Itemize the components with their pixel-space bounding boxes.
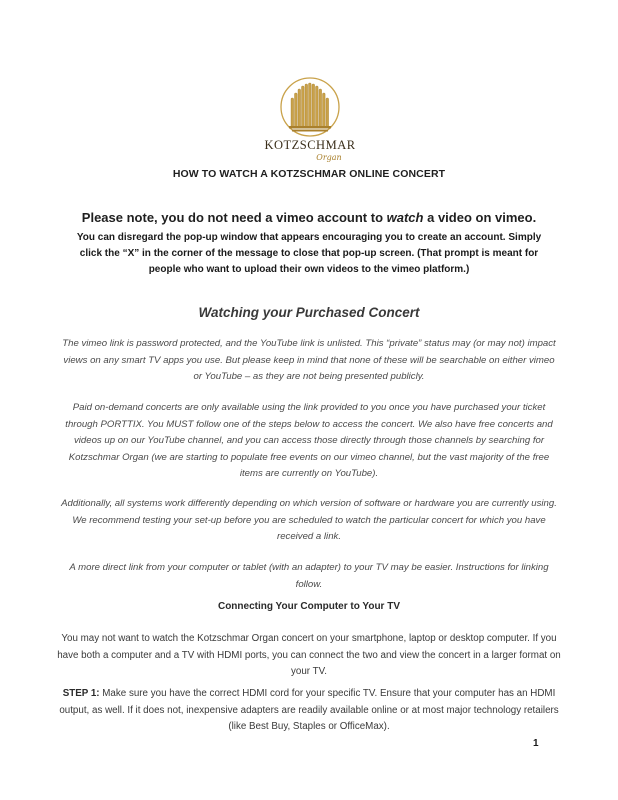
document-title: HOW TO WATCH A KOTZSCHMAR ONLINE CONCERT: [172, 168, 446, 180]
paragraph-connecting: You may not want to watch the Kotzschmar Organ concert on your smartphone, laptop or desktop computer. If you have both a computer and a TV with HDMI ports, you can connect the two and view the concert in a larger format on your TV.: [57, 633, 561, 677]
sub-heading-connecting: Connecting Your Computer to Your TV: [217, 601, 401, 612]
step-1-label: STEP 1:: [62, 688, 100, 699]
step-1-paragraph: [56, 686, 562, 736]
step-1-text: Make sure you have the correct HDMI cord for your specific TV. Ensure that your computer has an HDMI output, as well. If it does not, inexpensive adapters are readily available online or at most major technology retailers (like Best Buy, Staples or OfficeMax).: [59, 688, 559, 732]
paragraph-systems: Additionally, all systems work differently depending on which version of software or hardware you are currently using. We recommend testing your set-up before you are scheduled to watch the particular concert for which you have received a link.: [61, 498, 557, 542]
note-heading-tail: a video on vimeo.: [423, 210, 537, 225]
paragraph-privacy: The vimeo link is password protected, and the YouTube link is unlisted. This “private” status may (or may not) impact views on any smart TV apps you use. But please keep in mind that none of these will be searchable on either vimeo or YouTube – as they are not being presented publicly.: [62, 338, 556, 382]
organ-pipes-emblem-icon: [245, 76, 375, 162]
paragraph-direct-link: A more direct link from your computer or tablet (with an adapter) to your TV may be easier. Instructions for linking follow.: [69, 562, 549, 590]
section-title: Watching your Purchased Concert: [198, 305, 420, 320]
page-number: 1: [533, 738, 539, 749]
note-heading-emphasis: watch: [386, 210, 424, 225]
logo-script: Organ: [316, 153, 342, 162]
note-heading: [0, 210, 618, 225]
logo-wordmark: KOTZSCHMAR: [264, 138, 356, 152]
note-body: You can disregard the pop-up window that appears encouraging you to create an account. Simply click the “X” in the corner of the message to close that pop-up screen. (That prompt is meant for people who want to upload their own videos to the vimeo platform.): [76, 232, 542, 275]
note-heading-text: Please note, you do not need a vimeo account to: [81, 210, 387, 225]
paragraph-paid-concerts: Paid on-demand concerts are only available using the link provided to you once you have purchased your ticket through PORTTIX. You MUST follow one of the steps below to access the concert. We also have free concerts and videos up on our YouTube channel, and you can access those directly through those channels by searching for Kotzschmar Organ (we are starting to populate free events on our vimeo channel, but the vast majority of the free items are currently on YouTube).: [65, 402, 553, 479]
kotzschmar-organ-logo: [245, 76, 375, 162]
